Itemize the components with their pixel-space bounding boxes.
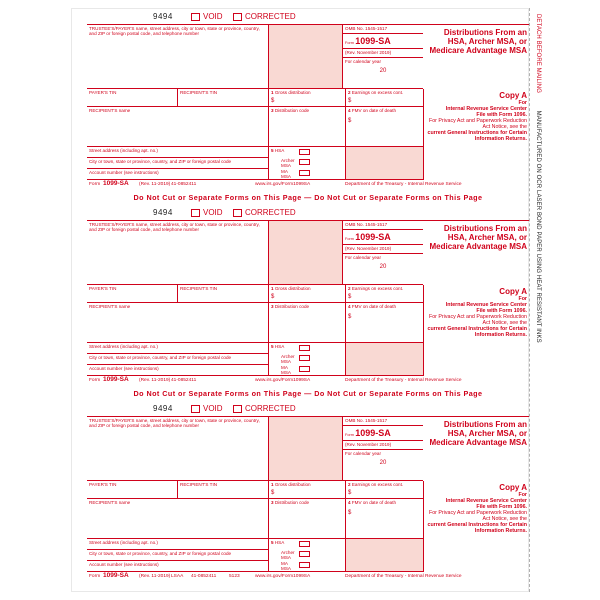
- cut-notice: Do Not Cut or Separate Forms on This Page — Do Not Cut or Separate Forms on This Page: [133, 389, 483, 398]
- archer-msa-label: Archer MSA: [281, 158, 295, 169]
- form-prefix: Form: [345, 41, 354, 45]
- calendar-year-label: For calendar year: [345, 59, 382, 64]
- copy-file: File with Form 1096.: [476, 504, 527, 510]
- footer-form-number: 1099-SA: [103, 180, 129, 187]
- form-code: 9494: [153, 12, 173, 21]
- city-state-zip-label: City or town, state or province, country, and ZIP or foreign postal code: [89, 159, 232, 164]
- recipient-tin-field[interactable]: [178, 481, 269, 499]
- footer-form-prefix: Form: [89, 574, 101, 579]
- footer-form-prefix: Form: [89, 378, 101, 383]
- box4-fmv[interactable]: [346, 303, 424, 343]
- form-1099-sa: [71, 208, 529, 388]
- footer-rev: (Rev. 11-2019): [139, 378, 171, 383]
- void-checkbox[interactable]: [191, 209, 200, 217]
- corrected-label: CORRECTED: [245, 12, 296, 21]
- street-address-label: Street address (including apt. no.): [89, 540, 158, 545]
- calendar-year-field[interactable]: [343, 58, 423, 89]
- copy-file: File with Form 1096.: [476, 112, 527, 118]
- ma-msa-checkbox[interactable]: [299, 366, 310, 372]
- footer-url: www.irs.gov/Form1099SA: [255, 378, 311, 383]
- form-footer: [87, 572, 529, 582]
- hsa-checkbox[interactable]: [299, 149, 310, 155]
- footer-cat: 41-0852411: [171, 378, 197, 383]
- archer-msa-checkbox[interactable]: [299, 355, 310, 361]
- city-state-zip-field[interactable]: [87, 354, 269, 365]
- footer-rev: (Rev. 11-2019): [139, 574, 171, 579]
- box1-gross-distribution[interactable]: [269, 89, 346, 107]
- omb-number: OMB No. 1545-1517: [343, 25, 423, 34]
- stub-text: [530, 8, 546, 592]
- box1-gross-distribution[interactable]: [269, 481, 346, 499]
- void-label: VOID: [203, 208, 223, 217]
- box2-number: 2: [348, 482, 351, 487]
- recipient-tin-field[interactable]: [178, 89, 269, 107]
- account-number-field[interactable]: [87, 365, 269, 376]
- box5-number: 5: [271, 344, 274, 349]
- corrected-checkbox[interactable]: [233, 13, 242, 21]
- box5-account-type: [269, 147, 346, 180]
- box3-label: Distribution code: [274, 500, 310, 505]
- account-number-label: Account number (see instructions): [89, 366, 159, 371]
- box4-number: 4: [348, 304, 351, 309]
- city-state-zip-label: City or town, state or province, country, and ZIP or foreign postal code: [89, 551, 232, 556]
- void-label: VOID: [203, 12, 223, 21]
- copy-current: current General Instructions for Certain Information Returns.: [427, 326, 527, 338]
- city-state-zip-field[interactable]: [87, 158, 269, 169]
- corrected-checkbox[interactable]: [233, 209, 242, 217]
- year-prefix: 20: [379, 264, 387, 270]
- box3-distribution-code[interactable]: [269, 303, 346, 343]
- street-address-field[interactable]: [87, 539, 269, 550]
- corrected-label: CORRECTED: [245, 208, 296, 217]
- corrected-label: CORRECTED: [245, 404, 296, 413]
- form-title: Distributions From an HSA, Archer MSA, or Medicare Advantage MSA: [429, 28, 527, 55]
- dollar-sign: $: [271, 97, 275, 104]
- void-label: VOID: [203, 404, 223, 413]
- copy-irs: Internal Revenue Service Center: [445, 106, 527, 112]
- box5-account-type: [269, 343, 346, 376]
- form-prefix: Form: [345, 433, 354, 437]
- copy-irs: Internal Revenue Service Center: [445, 498, 527, 504]
- form-grid: [87, 24, 529, 179]
- recipient-name-label: RECIPIENT'S name: [89, 108, 131, 113]
- payer-tin-label: PAYER'S TIN: [89, 482, 117, 487]
- form-number: 1099-SA: [355, 36, 391, 46]
- dollar-sign: $: [348, 314, 352, 320]
- form-1099-sa: [71, 12, 529, 192]
- dollar-sign: $: [348, 489, 352, 496]
- payer-tin-field[interactable]: [87, 285, 178, 303]
- footer-url: www.irs.gov/Form1099SA: [255, 574, 311, 579]
- recipient-name-label: RECIPIENT'S name: [89, 500, 131, 505]
- omb-block: [343, 25, 423, 89]
- dollar-sign: $: [348, 293, 352, 300]
- form-footer: [87, 376, 529, 386]
- recipient-tin-field[interactable]: [178, 285, 269, 303]
- calendar-year-label: For calendar year: [345, 451, 382, 456]
- ma-msa-label: MA MSA: [281, 169, 291, 180]
- form-number: 1099-SA: [355, 428, 391, 438]
- form-number-row: [343, 230, 423, 245]
- hsa-checkbox[interactable]: [299, 541, 310, 547]
- street-address-label: Street address (including apt. no.): [89, 148, 158, 153]
- copy-for: For: [518, 100, 527, 106]
- detach-label: DETACH BEFORE MAILING: [535, 14, 541, 93]
- footer-form-number: 1099-SA: [103, 572, 129, 579]
- omb-block: [343, 417, 423, 481]
- trustee-payer-label: TRUSTEE'S/PAYER'S name, street address, city or town, state or province, country, and ZIP or foreign postal code, and telephone number: [89, 26, 260, 37]
- account-number-field[interactable]: [87, 169, 269, 180]
- calendar-year-label: For calendar year: [345, 255, 382, 260]
- trustee-payer-label: TRUSTEE'S/PAYER'S name, street address, city or town, state or province, country, and ZIP or foreign postal code, and telephone number: [89, 418, 260, 429]
- box4-number: 4: [348, 108, 351, 113]
- rev-date: (Rev. November 2019): [343, 441, 423, 450]
- copy-current: current General Instructions for Certain Information Returns.: [427, 130, 527, 142]
- trustee-payer-label: TRUSTEE'S/PAYER'S name, street address, city or town, state or province, country, and ZIP or foreign postal code, and telephone number: [89, 222, 260, 233]
- ma-msa-label: MA MSA: [281, 365, 291, 376]
- footer-dept: Department of the Treasury - Internal Revenue Service: [345, 574, 462, 579]
- box3-number: 3: [271, 108, 274, 113]
- dollar-sign: $: [271, 293, 275, 300]
- ma-msa-label: MA MSA: [281, 561, 291, 572]
- box1-label: Gross distribution: [274, 286, 311, 291]
- payer-tin-label: PAYER'S TIN: [89, 286, 117, 291]
- payer-tin-label: PAYER'S TIN: [89, 90, 117, 95]
- street-address-field[interactable]: [87, 343, 269, 354]
- box4-fmv[interactable]: [346, 107, 424, 147]
- recipient-name-field[interactable]: [87, 107, 269, 147]
- box1-number: 1: [271, 90, 274, 95]
- copy-a-instructions: [424, 285, 529, 376]
- box1-label: Gross distribution: [274, 90, 311, 95]
- form-number: 1099-SA: [355, 232, 391, 242]
- city-state-zip-field[interactable]: [87, 550, 269, 561]
- shaded-area: [269, 417, 343, 481]
- archer-msa-label: Archer MSA: [281, 550, 295, 561]
- shaded-area: [346, 343, 424, 376]
- copy-notice: For Privacy Act and Paperwork Reduction Act Notice, see the: [428, 118, 527, 130]
- ma-msa-checkbox[interactable]: [299, 170, 310, 176]
- form-number-row: [343, 34, 423, 49]
- dollar-sign: $: [348, 510, 352, 516]
- copy-notice: For Privacy Act and Paperwork Reduction Act Notice, see the: [428, 314, 527, 326]
- box5-account-type: [269, 539, 346, 572]
- box3-number: 3: [271, 500, 274, 505]
- form-code: 9494: [153, 208, 173, 217]
- calendar-year-field[interactable]: [343, 450, 423, 481]
- box5-number: 5: [271, 540, 274, 545]
- dollar-sign: $: [271, 489, 275, 496]
- shaded-area: [346, 539, 424, 572]
- copy-irs: Internal Revenue Service Center: [445, 302, 527, 308]
- account-number-label: Account number (see instructions): [89, 562, 159, 567]
- box4-label: FMV on date of death: [351, 108, 397, 113]
- recipient-name-field[interactable]: [87, 499, 269, 539]
- box4-number: 4: [348, 500, 351, 505]
- copy-for: For: [518, 492, 527, 498]
- footer-form-number: 1099-SA: [103, 376, 129, 383]
- copy-a-label: Copy A: [499, 91, 527, 100]
- archer-msa-checkbox[interactable]: [299, 159, 310, 165]
- box2-label: Earnings on excess cont.: [351, 286, 404, 291]
- rev-date: (Rev. November 2019): [343, 49, 423, 58]
- form-prefix: Form: [345, 237, 354, 241]
- detach-stub: [529, 8, 545, 592]
- box3-label: Distribution code: [274, 108, 310, 113]
- footer-url: www.irs.gov/Form1099SA: [255, 182, 311, 187]
- footer-form-prefix: Form: [89, 182, 101, 187]
- account-number-field[interactable]: [87, 561, 269, 572]
- copy-a-label: Copy A: [499, 483, 527, 492]
- copy-a-label: Copy A: [499, 287, 527, 296]
- form-grid: [87, 220, 529, 375]
- form-title: Distributions From an HSA, Archer MSA, or Medicare Advantage MSA: [429, 420, 527, 447]
- copy-a-instructions: [424, 89, 529, 180]
- hsa-label: HSA: [274, 344, 285, 349]
- hsa-label: HSA: [274, 540, 285, 545]
- trustee-payer-field[interactable]: [87, 417, 269, 481]
- archer-msa-label: Archer MSA: [281, 354, 295, 365]
- copy-notice: For Privacy Act and Paperwork Reduction Act Notice, see the: [428, 510, 527, 522]
- box2-label: Earnings on excess cont.: [351, 90, 404, 95]
- box4-fmv[interactable]: [346, 499, 424, 539]
- hsa-checkbox[interactable]: [299, 345, 310, 351]
- void-checkbox[interactable]: [191, 405, 200, 413]
- box2-earnings-excess[interactable]: [346, 285, 424, 303]
- dollar-sign: $: [348, 97, 352, 104]
- year-prefix: 20: [379, 460, 387, 466]
- box1-gross-distribution[interactable]: [269, 285, 346, 303]
- footer-dept: Department of the Treasury - Internal Revenue Service: [345, 182, 462, 187]
- form-code: 9494: [153, 404, 173, 413]
- form-title: Distributions From an HSA, Archer MSA, or Medicare Advantage MSA: [429, 224, 527, 251]
- calendar-year-field[interactable]: [343, 254, 423, 285]
- footer-cat: 41-0852411: [191, 574, 217, 579]
- account-number-label: Account number (see instructions): [89, 170, 159, 175]
- omb-number: OMB No. 1545-1517: [343, 221, 423, 230]
- footer-dept: Department of the Treasury - Internal Revenue Service: [345, 378, 462, 383]
- box2-label: Earnings on excess cont.: [351, 482, 404, 487]
- copy-a-instructions: [424, 481, 529, 572]
- box2-earnings-excess[interactable]: [346, 89, 424, 107]
- void-checkbox[interactable]: [191, 13, 200, 21]
- box1-number: 1: [271, 482, 274, 487]
- cut-notice: Do Not Cut or Separate Forms on This Page — Do Not Cut or Separate Forms on This Page: [133, 193, 483, 202]
- box1-label: Gross distribution: [274, 482, 311, 487]
- ma-msa-checkbox[interactable]: [299, 562, 310, 568]
- street-address-label: Street address (including apt. no.): [89, 344, 158, 349]
- box4-label: FMV on date of death: [351, 304, 397, 309]
- box2-number: 2: [348, 90, 351, 95]
- box3-distribution-code[interactable]: [269, 499, 346, 539]
- recipient-tin-label: RECIPIENT'S TIN: [180, 90, 218, 95]
- street-address-field[interactable]: [87, 147, 269, 158]
- payer-tin-field[interactable]: [87, 89, 178, 107]
- year-prefix: 20: [379, 68, 387, 74]
- box2-earnings-excess[interactable]: [346, 481, 424, 499]
- box2-number: 2: [348, 286, 351, 291]
- copy-file: File with Form 1096.: [476, 308, 527, 314]
- trustee-payer-field[interactable]: [87, 25, 269, 89]
- recipient-name-label: RECIPIENT'S name: [89, 304, 131, 309]
- manufactured-label: MANUFACTURED ON OCR LASER BOND PAPER USING HEAT RESISTANT INKS: [535, 110, 541, 343]
- footer-cat: 41-0852411: [171, 182, 197, 187]
- copy-for: For: [518, 296, 527, 302]
- hsa-label: HSA: [274, 148, 285, 153]
- shaded-area: [269, 221, 343, 285]
- dollar-sign: $: [348, 118, 352, 124]
- form-footer: [87, 180, 529, 190]
- recipient-name-field[interactable]: [87, 303, 269, 343]
- archer-msa-checkbox[interactable]: [299, 551, 310, 557]
- box3-distribution-code[interactable]: [269, 107, 346, 147]
- box5-number: 5: [271, 148, 274, 153]
- corrected-checkbox[interactable]: [233, 405, 242, 413]
- rev-date: (Rev. November 2019): [343, 245, 423, 254]
- shaded-area: [269, 25, 343, 89]
- box3-label: Distribution code: [274, 304, 310, 309]
- shaded-area: [346, 147, 424, 180]
- recipient-tin-label: RECIPIENT'S TIN: [180, 482, 218, 487]
- recipient-tin-label: RECIPIENT'S TIN: [180, 286, 218, 291]
- form-1099-sa: [71, 404, 529, 584]
- form-grid: [87, 416, 529, 571]
- omb-block: [343, 221, 423, 285]
- footer-rev: (Rev. 11-2019): [139, 182, 171, 187]
- trustee-payer-field[interactable]: [87, 221, 269, 285]
- box1-number: 1: [271, 286, 274, 291]
- omb-number: OMB No. 1545-1517: [343, 417, 423, 426]
- form-number-row: [343, 426, 423, 441]
- footer-number: 5123: [229, 574, 240, 579]
- copy-current: current General Instructions for Certain Information Returns.: [427, 522, 527, 534]
- payer-tin-field[interactable]: [87, 481, 178, 499]
- box3-number: 3: [271, 304, 274, 309]
- box4-label: FMV on date of death: [351, 500, 397, 505]
- city-state-zip-label: City or town, state or province, country, and ZIP or foreign postal code: [89, 355, 232, 360]
- footer-lsaa: LSAA: [171, 574, 184, 579]
